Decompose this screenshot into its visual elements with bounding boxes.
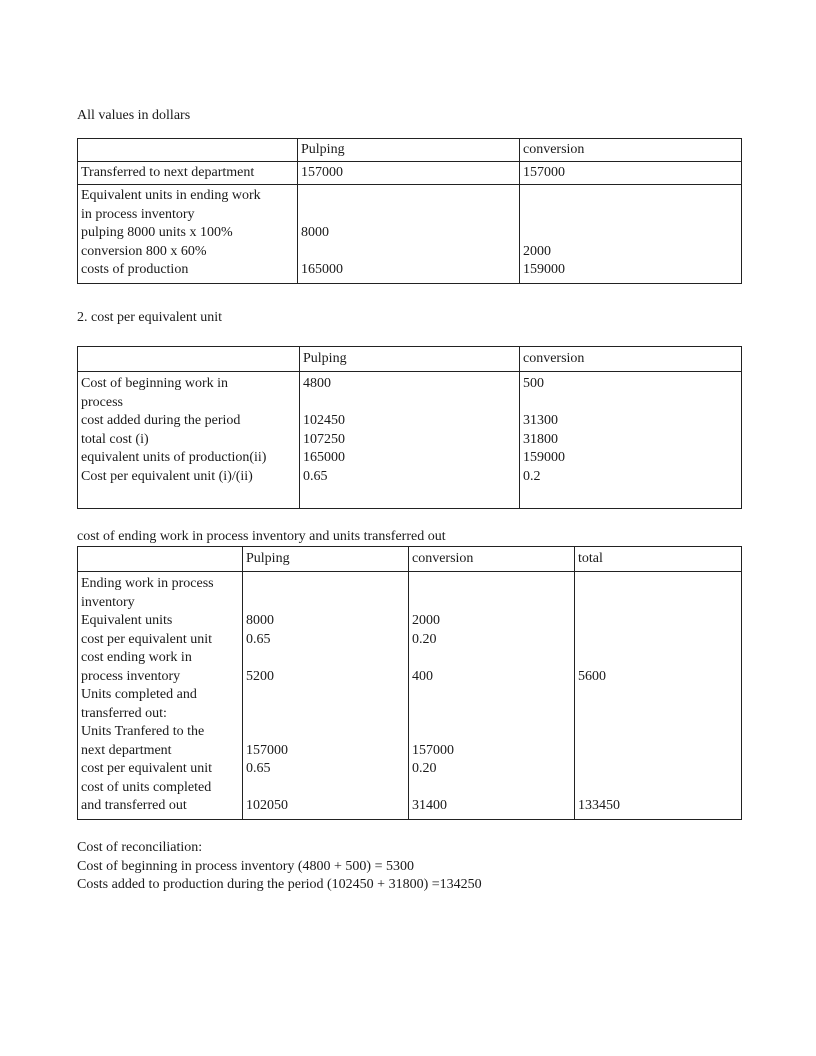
value-line bbox=[246, 723, 405, 742]
value-line: 2000 bbox=[523, 243, 551, 259]
value-line bbox=[578, 779, 738, 798]
value-line: 159000 bbox=[523, 450, 565, 465]
table-cost-per-unit bbox=[77, 346, 742, 509]
label-line: cost ending work in bbox=[81, 650, 192, 665]
value-line: 0.65 bbox=[246, 761, 271, 776]
header-cell: Pulping bbox=[298, 139, 520, 162]
value-line bbox=[578, 742, 738, 761]
value-line bbox=[578, 686, 738, 705]
label-line: Cost of beginning work in bbox=[81, 376, 228, 391]
section2-title: 2. cost per equivalent unit bbox=[77, 310, 223, 325]
table-row bbox=[78, 162, 742, 185]
cell-value: 157000 bbox=[298, 162, 520, 185]
reconciliation-line-2: Costs added to production during the period (102450 + 31800) =134250 bbox=[77, 877, 482, 892]
value-line bbox=[523, 394, 738, 413]
value-line: 8000 bbox=[301, 225, 329, 240]
pulping-values bbox=[243, 572, 409, 820]
value-line bbox=[303, 394, 516, 413]
value-line: 157000 bbox=[246, 742, 288, 758]
label-line: Ending work in process bbox=[81, 576, 214, 591]
conversion-values bbox=[520, 372, 742, 509]
value-line bbox=[578, 649, 738, 668]
value-line bbox=[412, 686, 571, 705]
label-line: equivalent units of production(ii) bbox=[81, 450, 267, 465]
pulping-values bbox=[300, 372, 520, 509]
value-line bbox=[578, 594, 738, 613]
conversion-values bbox=[520, 185, 742, 284]
row-label: Transferred to next department bbox=[78, 162, 298, 185]
value-line: 5200 bbox=[246, 668, 274, 684]
table-equivalent-units bbox=[77, 138, 742, 284]
table-header-row bbox=[78, 347, 742, 372]
row-labels bbox=[78, 572, 243, 820]
label-line: Cost per equivalent unit (i)/(ii) bbox=[81, 468, 253, 484]
value-line: 0.65 bbox=[246, 631, 271, 647]
section3-title: cost of ending work in process inventory and units transferred out bbox=[77, 529, 446, 544]
header-cell bbox=[78, 547, 243, 572]
value-line bbox=[412, 779, 571, 798]
label-line: cost of units completed bbox=[81, 779, 212, 795]
value-line bbox=[578, 612, 738, 631]
label-line: Equivalent units in ending work bbox=[81, 188, 261, 203]
header-cell: conversion bbox=[409, 547, 575, 572]
value-line bbox=[523, 224, 738, 243]
value-line: 4800 bbox=[303, 376, 331, 391]
label-line: conversion 800 x 60% bbox=[81, 243, 207, 259]
table-row bbox=[78, 185, 742, 284]
cell-value: 157000 bbox=[520, 162, 742, 185]
value-line: 157000 bbox=[412, 742, 454, 758]
label-line: cost added during the period bbox=[81, 413, 241, 428]
label-line: transferred out: bbox=[81, 705, 167, 721]
value-line: 133450 bbox=[578, 798, 620, 813]
value-line: 5600 bbox=[578, 668, 606, 684]
table-row bbox=[78, 572, 742, 820]
value-line: 159000 bbox=[523, 262, 565, 277]
header-cell: conversion bbox=[520, 347, 742, 372]
label-line: cost per equivalent unit bbox=[81, 631, 213, 647]
reconciliation-line-1: Cost of beginning in process inventory (4800 + 500) = 5300 bbox=[77, 859, 414, 874]
value-line bbox=[246, 575, 405, 594]
value-line: 500 bbox=[523, 376, 544, 391]
pulping-values bbox=[298, 185, 520, 284]
label-line: inventory bbox=[81, 594, 135, 610]
label-line: Units Tranfered to the bbox=[81, 724, 205, 739]
value-line: 107250 bbox=[303, 431, 345, 447]
value-line bbox=[412, 575, 571, 594]
label-line: process bbox=[81, 394, 123, 410]
value-line bbox=[301, 206, 516, 225]
label-line: and transferred out bbox=[81, 798, 187, 813]
value-line bbox=[412, 594, 571, 613]
value-line bbox=[578, 723, 738, 742]
value-line: 0.20 bbox=[412, 631, 437, 647]
value-line bbox=[301, 187, 516, 206]
value-line: 102450 bbox=[303, 413, 345, 428]
value-line bbox=[412, 723, 571, 742]
conversion-values bbox=[409, 572, 575, 820]
value-line bbox=[246, 779, 405, 798]
value-line: 2000 bbox=[412, 613, 440, 628]
value-line: 0.2 bbox=[523, 468, 541, 484]
label-line: in process inventory bbox=[81, 206, 195, 222]
table-row bbox=[78, 372, 742, 509]
intro-text: All values in dollars bbox=[77, 108, 191, 123]
value-line: 31400 bbox=[412, 798, 447, 813]
value-line bbox=[301, 243, 516, 262]
header-cell: Pulping bbox=[243, 547, 409, 572]
value-line bbox=[246, 649, 405, 668]
label-line: Units completed and bbox=[81, 687, 197, 702]
value-line: 165000 bbox=[303, 450, 345, 465]
header-cell bbox=[78, 347, 300, 372]
value-line: 0.20 bbox=[412, 761, 437, 776]
value-line: 31800 bbox=[523, 431, 558, 447]
label-line: Equivalent units bbox=[81, 613, 173, 628]
value-line bbox=[412, 649, 571, 668]
label-line: process inventory bbox=[81, 668, 181, 684]
value-line bbox=[578, 631, 738, 650]
value-line bbox=[246, 686, 405, 705]
row-labels bbox=[78, 185, 298, 284]
header-cell: total bbox=[575, 547, 742, 572]
reconciliation-title: Cost of reconciliation: bbox=[77, 840, 203, 855]
value-line: 165000 bbox=[301, 262, 343, 277]
value-line: 400 bbox=[412, 668, 433, 684]
value-line: 0.65 bbox=[303, 468, 328, 484]
table-ending-wip-cost bbox=[77, 546, 742, 820]
value-line bbox=[523, 187, 738, 206]
label-line: costs of production bbox=[81, 262, 189, 277]
value-line bbox=[246, 705, 405, 724]
row-labels bbox=[78, 372, 300, 509]
header-cell bbox=[78, 139, 298, 162]
label-line: next department bbox=[81, 742, 172, 758]
value-line: 8000 bbox=[246, 613, 274, 628]
label-line: pulping 8000 units x 100% bbox=[81, 225, 233, 240]
value-line bbox=[246, 594, 405, 613]
value-line: 102050 bbox=[246, 798, 288, 813]
value-line bbox=[412, 705, 571, 724]
value-line bbox=[578, 575, 738, 594]
value-line: 31300 bbox=[523, 413, 558, 428]
table-header-row bbox=[78, 139, 742, 162]
header-cell: conversion bbox=[520, 139, 742, 162]
value-line bbox=[523, 206, 738, 225]
total-values bbox=[575, 572, 742, 820]
label-line: total cost (i) bbox=[81, 431, 149, 447]
header-cell: Pulping bbox=[300, 347, 520, 372]
table-header-row bbox=[78, 547, 742, 572]
value-line bbox=[578, 760, 738, 779]
label-line: cost per equivalent unit bbox=[81, 761, 213, 776]
value-line bbox=[578, 705, 738, 724]
